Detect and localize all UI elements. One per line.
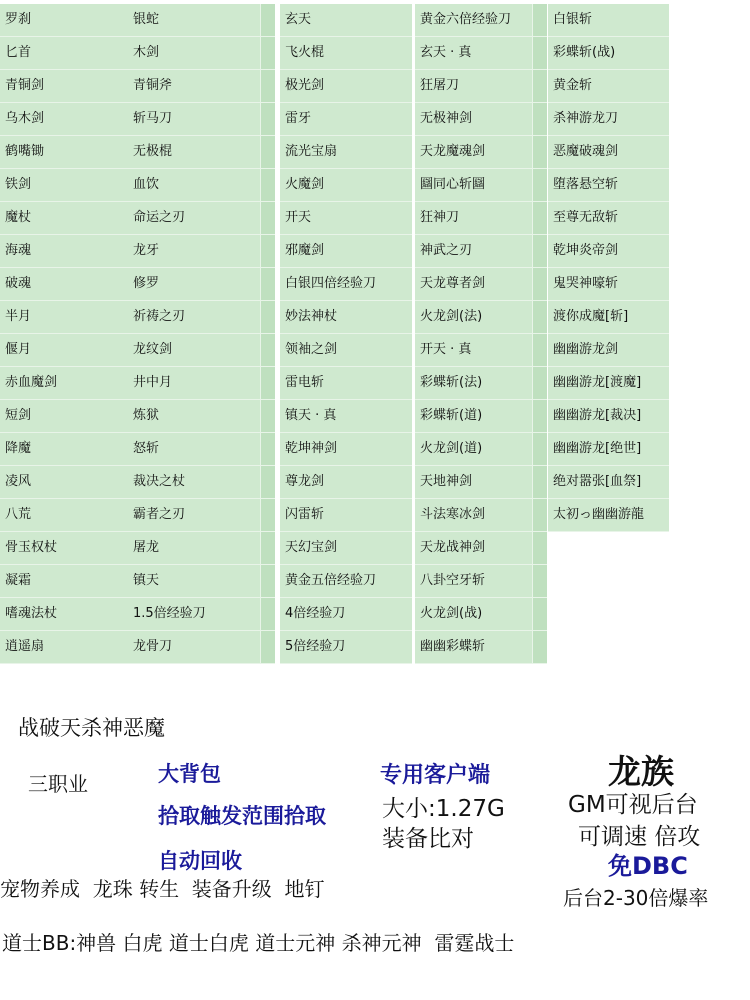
item-cell: 天龙魔魂剑 <box>415 136 547 169</box>
compare-label: 装备比对 <box>382 826 474 852</box>
item-cell: 绝对嚣张[血祭] <box>548 466 669 499</box>
item-cell: 至尊无敌斩 <box>548 202 669 235</box>
gm-view-label: GM可视后台 <box>568 792 698 818</box>
item-cell: 斗法寒冰剑 <box>415 499 547 532</box>
item-cell: 怒斩 <box>128 433 275 466</box>
item-cell: 幽幽彩蝶斩 <box>415 631 547 664</box>
item-cell: 霸者之刃 <box>128 499 275 532</box>
item-cell: 血饮 <box>128 169 275 202</box>
item-cell: 降魔 <box>0 433 128 466</box>
item-cell: 火魔剑 <box>280 169 412 202</box>
pickup-label: 拾取触发范围拾取 <box>158 804 326 828</box>
item-cell: 魔杖 <box>0 202 128 235</box>
item-cell: 逍遥扇 <box>0 631 128 664</box>
item-cell: 天龙尊者剑 <box>415 268 547 301</box>
item-cell: 罗刹 <box>0 4 128 37</box>
item-cell: 1.5倍经验刀 <box>128 598 275 631</box>
item-cell: 火龙剑(法) <box>415 301 547 334</box>
item-cell: 神武之刃 <box>415 235 547 268</box>
item-cell: 5倍经验刀 <box>280 631 412 664</box>
item-cell: 乾坤炎帝剑 <box>548 235 669 268</box>
item-cell: 圝同心斩圝 <box>415 169 547 202</box>
item-cell: 邪魔剑 <box>280 235 412 268</box>
item-cell: 4倍经验刀 <box>280 598 412 631</box>
big-bag-label: 大背包 <box>158 762 221 786</box>
item-cell: 八卦空牙斩 <box>415 565 547 598</box>
item-cell: 白银斩 <box>548 4 669 37</box>
item-cell: 闪雷斩 <box>280 499 412 532</box>
item-cell: 黄金五倍经验刀 <box>280 565 412 598</box>
item-cell: 玄天 · 真 <box>415 37 547 70</box>
item-cell: 井中月 <box>128 367 275 400</box>
item-cell: 匕首 <box>0 37 128 70</box>
item-cell: 极光剑 <box>280 70 412 103</box>
item-column-2 <box>128 4 275 664</box>
item-cell: 青铜斧 <box>128 70 275 103</box>
item-cell: 火龙剑(战) <box>415 598 547 631</box>
item-cell: 幽幽游龙[渡魔] <box>548 367 669 400</box>
item-cell: 渡你成魔[斩] <box>548 301 669 334</box>
item-cell: 龙纹剑 <box>128 334 275 367</box>
item-cell: 天幻宝剑 <box>280 532 412 565</box>
promo-title: 战破天杀神恶魔 <box>18 716 165 740</box>
item-cell: 龙牙 <box>128 235 275 268</box>
item-cell: 铁剑 <box>0 169 128 202</box>
item-cell: 太初っ幽幽游龍 <box>548 499 669 532</box>
item-cell: 幽幽游龙[绝世] <box>548 433 669 466</box>
item-cell: 无极神剑 <box>415 103 547 136</box>
item-cell: 彩蝶斩(道) <box>415 400 547 433</box>
item-cell: 飞火棍 <box>280 37 412 70</box>
item-cell: 开天 · 真 <box>415 334 547 367</box>
speed-attack-label: 可调速 倍攻 <box>578 824 701 850</box>
auto-recycle-label: 自动回收 <box>158 849 242 873</box>
item-cell: 流光宝扇 <box>280 136 412 169</box>
item-cell: 半月 <box>0 301 128 334</box>
taoist-label: 道士BB:神兽 白虎 道士白虎 道士元神 杀神元神 雷霆战士 <box>2 931 515 955</box>
item-cell: 火龙剑(道) <box>415 433 547 466</box>
features-label: 宠物养成 龙珠 转生 装备升级 地钉 <box>0 877 325 901</box>
item-cell: 凝霜 <box>0 565 128 598</box>
item-cell: 裁决之杖 <box>128 466 275 499</box>
item-cell: 雷电斩 <box>280 367 412 400</box>
item-cell: 无极棍 <box>128 136 275 169</box>
item-cell: 鬼哭神嚎斩 <box>548 268 669 301</box>
item-cell: 修罗 <box>128 268 275 301</box>
item-cell: 杀神游龙刀 <box>548 103 669 136</box>
item-cell: 乾坤神剑 <box>280 433 412 466</box>
item-cell: 乌木剑 <box>0 103 128 136</box>
item-cell: 雷牙 <box>280 103 412 136</box>
item-cell: 彩蝶斩(法) <box>415 367 547 400</box>
item-cell: 屠龙 <box>128 532 275 565</box>
size-label: 大小:1.27G <box>382 796 505 822</box>
item-cell: 短剑 <box>0 400 128 433</box>
item-cell: 青铜剑 <box>0 70 128 103</box>
item-cell: 嗜魂法杖 <box>0 598 128 631</box>
item-cell: 银蛇 <box>128 4 275 37</box>
item-cell: 妙法神杖 <box>280 301 412 334</box>
item-cell: 彩蝶斩(战) <box>548 37 669 70</box>
item-cell: 镇天 · 真 <box>280 400 412 433</box>
item-cell: 木剑 <box>128 37 275 70</box>
item-column-1 <box>0 4 128 664</box>
item-column-5 <box>548 4 669 532</box>
item-cell: 开天 <box>280 202 412 235</box>
three-classes-label: 三职业 <box>28 772 88 796</box>
item-cell: 斩马刀 <box>128 103 275 136</box>
item-cell: 龙骨刀 <box>128 631 275 664</box>
item-cell: 狂神刀 <box>415 202 547 235</box>
item-cell: 玄天 <box>280 4 412 37</box>
dragon-clan-label: 龙族 <box>608 752 674 791</box>
item-cell: 黄金六倍经验刀 <box>415 4 547 37</box>
item-column-3 <box>280 4 412 664</box>
item-cell: 祈祷之刃 <box>128 301 275 334</box>
item-cell: 鹤嘴锄 <box>0 136 128 169</box>
item-cell: 镇天 <box>128 565 275 598</box>
item-cell: 海魂 <box>0 235 128 268</box>
client-label: 专用客户端 <box>380 763 491 788</box>
item-cell: 幽幽游龙[裁决] <box>548 400 669 433</box>
item-cell: 破魂 <box>0 268 128 301</box>
item-cell: 堕落悬空斩 <box>548 169 669 202</box>
item-cell: 黄金斩 <box>548 70 669 103</box>
item-cell: 白银四倍经验刀 <box>280 268 412 301</box>
item-column-4 <box>415 4 547 664</box>
item-cell: 凌风 <box>0 466 128 499</box>
item-cell: 尊龙剑 <box>280 466 412 499</box>
item-cell: 天龙战神剑 <box>415 532 547 565</box>
item-cell: 八荒 <box>0 499 128 532</box>
item-cell: 恶魔破魂剑 <box>548 136 669 169</box>
item-cell: 命运之刃 <box>128 202 275 235</box>
item-cell: 狂屠刀 <box>415 70 547 103</box>
item-cell: 天地神剑 <box>415 466 547 499</box>
free-dbc-label: 免DBC <box>608 852 688 880</box>
item-cell: 炼狱 <box>128 400 275 433</box>
item-cell: 赤血魔剑 <box>0 367 128 400</box>
item-cell: 幽幽游龙剑 <box>548 334 669 367</box>
item-cell: 领袖之剑 <box>280 334 412 367</box>
item-cell: 偃月 <box>0 334 128 367</box>
item-cell: 骨玉权杖 <box>0 532 128 565</box>
drop-rate-label: 后台2-30倍爆率 <box>563 886 709 910</box>
